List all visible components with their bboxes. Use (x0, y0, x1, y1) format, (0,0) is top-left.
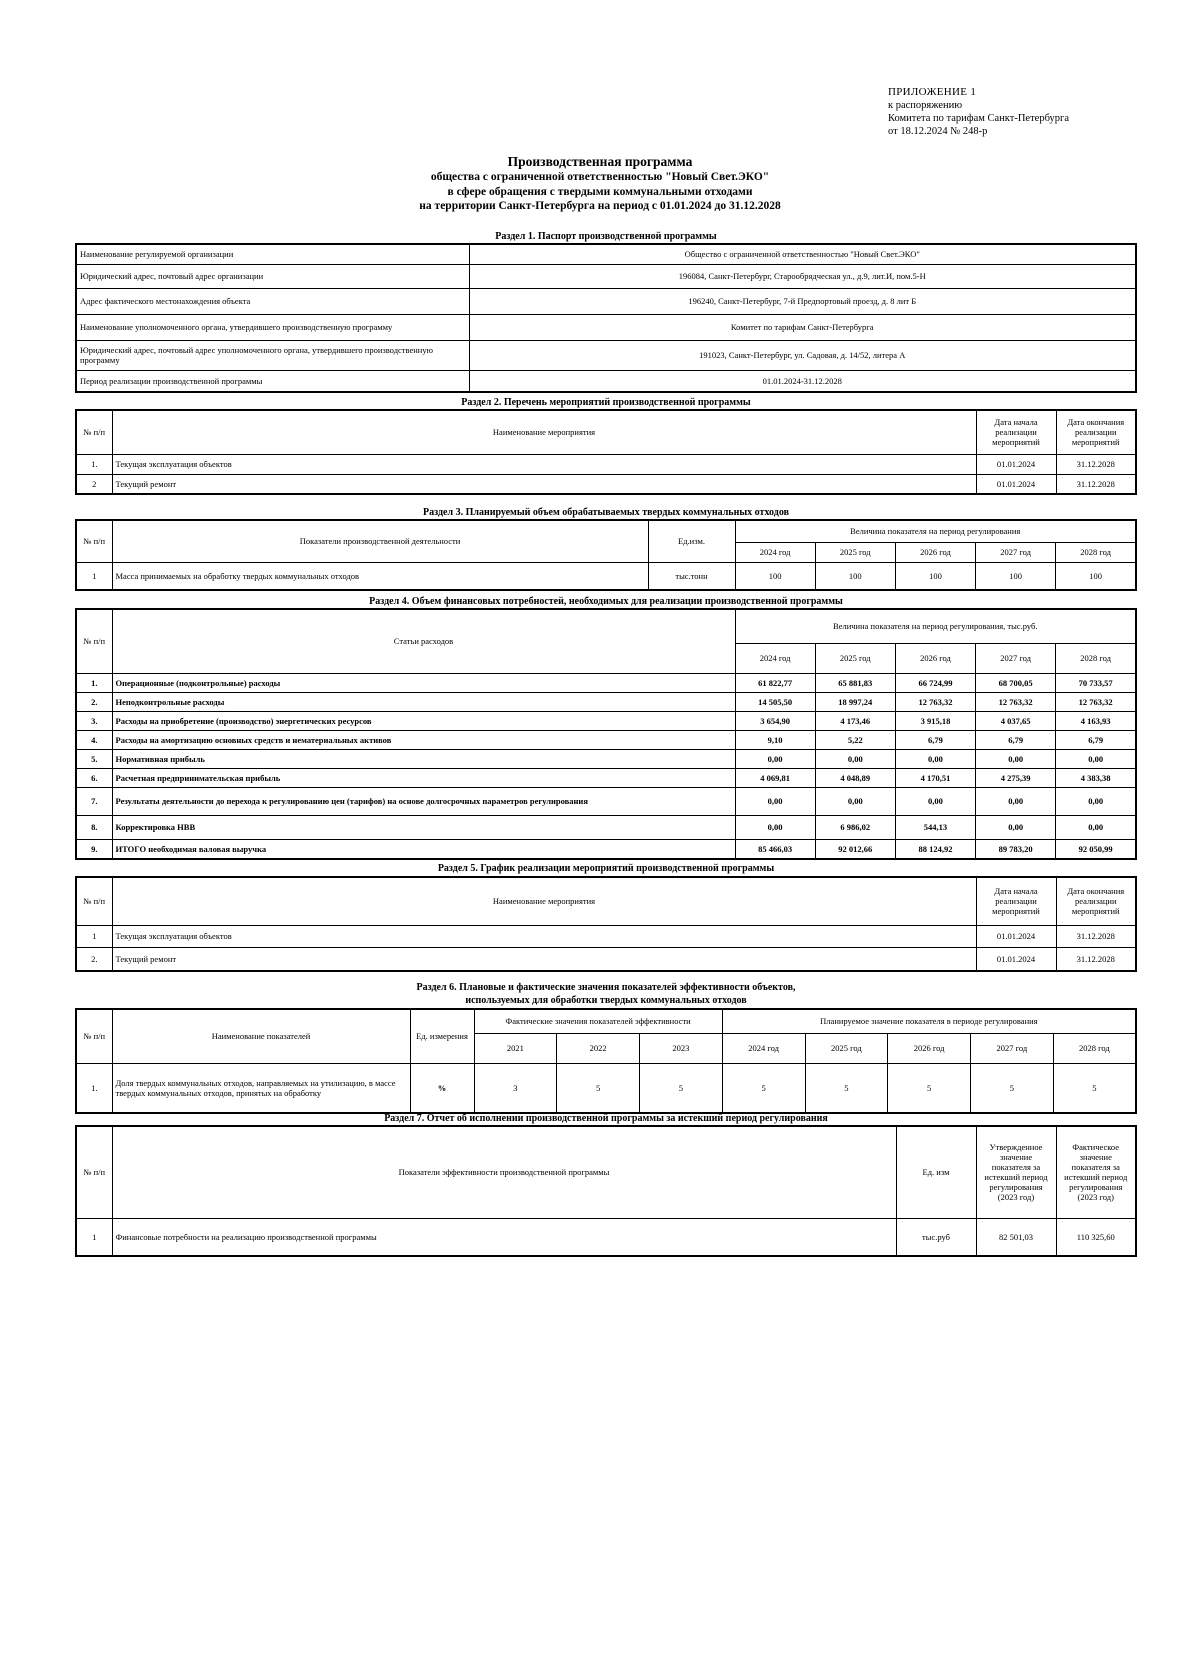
table-row (76, 340, 1136, 370)
value-cell: 92 050,99 (1056, 839, 1136, 859)
table-row (76, 314, 1136, 340)
expense-name: Расходы на амортизацию основных средств и нематериальных активов (112, 730, 735, 749)
end-date: 31.12.2028 (1056, 925, 1136, 947)
value-cell: 12 763,32 (976, 692, 1056, 711)
value-cell: 14 505,50 (735, 692, 815, 711)
value-cell: 61 822,77 (735, 673, 815, 692)
passport-table (75, 243, 1137, 393)
year-header: 2025 год (805, 1033, 888, 1063)
col-header: Фактическое значение показателя за истекший период регулирования (2023 год) (1056, 1126, 1136, 1218)
col-header: Фактические значения показателей эффективности (474, 1009, 722, 1033)
table-row (76, 787, 1136, 815)
expense-name: Корректировка НВВ (112, 815, 735, 839)
value-cell: 70 733,57 (1056, 673, 1136, 692)
section6-heading (75, 981, 1137, 1007)
row-number: 6. (76, 768, 112, 787)
value-cell: 6 986,02 (815, 815, 895, 839)
col-header: Показатели производственной деятельности (112, 520, 648, 562)
start-date: 01.01.2024 (976, 947, 1056, 971)
year-header: 2026 год (895, 643, 975, 673)
passport-label: Юридический адрес, почтовый адрес уполномоченного органа, утвердившего производственную программу (76, 340, 469, 370)
value-cell: 4 048,89 (815, 768, 895, 787)
section6-heading-line: используемых для обработки твердых коммунальных отходов (465, 995, 747, 1006)
title-line: Производственная программа (507, 154, 693, 169)
col-header: Ед.изм. (648, 520, 735, 562)
year-header: 2021 (474, 1033, 557, 1063)
year-header: 2026 год (888, 1033, 971, 1063)
expense-name: Операционные (подконтрольные) расходы (112, 673, 735, 692)
row-number: 1 (76, 562, 112, 590)
year-header: 2028 год (1056, 643, 1136, 673)
expense-name: Результаты деятельности до перехода к регулированию цен (тарифов) на основе долгосрочных параметров регулирования (112, 787, 735, 815)
year-header: 2023 (640, 1033, 723, 1063)
table-row (76, 244, 1136, 264)
year-header: 2027 год (976, 542, 1056, 562)
unit: % (410, 1063, 474, 1113)
efficiency-table (75, 1008, 1137, 1114)
row-number: 1 (76, 925, 112, 947)
approved-value: 82 501,03 (976, 1218, 1056, 1256)
expense-name: Нормативная прибыль (112, 749, 735, 768)
measure-name: Текущий ремонт (112, 474, 976, 494)
year-header: 2024 год (722, 1033, 805, 1063)
row-number: 1. (76, 454, 112, 474)
unit: тыс.руб (896, 1218, 976, 1256)
passport-label: Адрес фактического местонахождения объекта (76, 288, 469, 314)
document-title (0, 154, 1200, 214)
value-cell: 6,79 (895, 730, 975, 749)
value-cell: 4 173,46 (815, 711, 895, 730)
value-cell: 92 012,66 (815, 839, 895, 859)
value-cell: 0,00 (735, 749, 815, 768)
value-cell: 9,10 (735, 730, 815, 749)
finance-body (76, 673, 1136, 859)
table-row (76, 562, 1136, 590)
value-cell: 5 (640, 1063, 723, 1113)
measures-table (75, 409, 1137, 495)
passport-value: 196084, Санкт-Петербург, Старообрядческая ул., д.9, лит.И, пом.5-Н (469, 264, 1136, 288)
value-cell: 100 (735, 562, 815, 590)
table-row (76, 730, 1136, 749)
col-header: № п/п (76, 1126, 112, 1218)
col-header: Величина показателя на период регулирования (735, 520, 1136, 542)
table-row (76, 454, 1136, 474)
table-row (76, 264, 1136, 288)
indicator-name: Финансовые потребности на реализацию производственной программы (112, 1218, 896, 1256)
annex-title: ПРИЛОЖЕНИЕ 1 (888, 86, 977, 98)
table-row (76, 815, 1136, 839)
value-cell: 0,00 (976, 815, 1056, 839)
indicator-name: Масса принимаемых на обработку твердых коммунальных отходов (112, 562, 648, 590)
table-header-row (76, 1009, 1136, 1033)
value-cell: 4 383,38 (1056, 768, 1136, 787)
unit: тыс.тонн (648, 562, 735, 590)
value-cell: 4 037,65 (976, 711, 1056, 730)
table-row (76, 839, 1136, 859)
passport-value: Общество с ограниченной ответственностью "Новый Свет.ЭКО" (469, 244, 1136, 264)
value-cell: 3 915,18 (895, 711, 975, 730)
row-number: 2 (76, 474, 112, 494)
table-row (76, 947, 1136, 971)
row-number: 7. (76, 787, 112, 815)
value-cell: 65 881,83 (815, 673, 895, 692)
table-header-row (76, 410, 1136, 454)
value-cell: 100 (895, 562, 975, 590)
row-number: 1 (76, 1218, 112, 1256)
value-cell: 5 (1053, 1063, 1136, 1113)
col-header: № п/п (76, 520, 112, 562)
value-cell: 0,00 (735, 787, 815, 815)
section5-heading: Раздел 5. График реализации мероприятий производственной программы (437, 863, 775, 874)
col-header: Дата окончания реализации мероприятий (1056, 877, 1136, 925)
measure-name: Текущая эксплуатация объектов (112, 925, 976, 947)
row-number: 1. (76, 673, 112, 692)
measure-name: Текущий ремонт (112, 947, 976, 971)
col-header: Наименование мероприятия (112, 410, 976, 454)
value-cell: 0,00 (976, 749, 1056, 768)
expense-name: Расходы на приобретение (производство) энергетических ресурсов (112, 711, 735, 730)
year-header: 2024 год (735, 643, 815, 673)
row-number: 5. (76, 749, 112, 768)
value-cell: 4 069,81 (735, 768, 815, 787)
title-line: общества с ограниченной ответственностью "Новый Свет.ЭКО" (430, 171, 770, 183)
end-date: 31.12.2028 (1056, 454, 1136, 474)
value-cell: 0,00 (1056, 815, 1136, 839)
year-header: 2025 год (815, 542, 895, 562)
col-header: Дата начала реализации мероприятий (976, 877, 1056, 925)
value-cell: 0,00 (1056, 749, 1136, 768)
col-header: Планируемое значение показателя в периоде регулирования (722, 1009, 1136, 1033)
table-row (76, 692, 1136, 711)
value-cell: 4 170,51 (895, 768, 975, 787)
value-cell: 3 654,90 (735, 711, 815, 730)
value-cell: 66 724,99 (895, 673, 975, 692)
value-cell: 3 (474, 1063, 557, 1113)
section3-heading: Раздел 3. Планируемый объем обрабатываемых твердых коммунальных отходов (423, 507, 789, 518)
passport-value: 196240, Санкт-Петербург, 7-й Предпортовый проезд, д. 8 лит Б (469, 288, 1136, 314)
col-header: № п/п (76, 1009, 112, 1063)
table-header-row (76, 877, 1136, 925)
volume-table (75, 519, 1137, 591)
passport-value: 01.01.2024-31.12.2028 (469, 370, 1136, 392)
title-line: на территории Санкт-Петербурга на период с 01.01.2024 до 31.12.2028 (419, 200, 781, 212)
section7-heading: Раздел 7. Отчет об исполнении производственной программы за истекший период регулирования (384, 1113, 828, 1124)
value-cell: 100 (815, 562, 895, 590)
value-cell: 5 (971, 1063, 1054, 1113)
table-row (76, 711, 1136, 730)
section4-heading: Раздел 4. Объем финансовых потребностей, необходимых для реализации производственной программы (369, 596, 843, 607)
year-header: 2028 год (1056, 542, 1136, 562)
year-header: 2022 (557, 1033, 640, 1063)
row-number: 1. (76, 1063, 112, 1113)
value-cell: 85 466,03 (735, 839, 815, 859)
row-number: 2. (76, 947, 112, 971)
schedule-table (75, 876, 1137, 972)
col-header: Статьи расходов (112, 609, 735, 673)
row-number: 3. (76, 711, 112, 730)
end-date: 31.12.2028 (1056, 947, 1136, 971)
year-header: 2024 год (735, 542, 815, 562)
value-cell: 12 763,32 (1056, 692, 1136, 711)
value-cell: 100 (1056, 562, 1136, 590)
expense-name: Расчетная предпринимательская прибыль (112, 768, 735, 787)
value-cell: 0,00 (895, 749, 975, 768)
start-date: 01.01.2024 (976, 474, 1056, 494)
expense-name: ИТОГО необходимая валовая выручка (112, 839, 735, 859)
table-row (76, 288, 1136, 314)
value-cell: 0,00 (815, 749, 895, 768)
value-cell: 4 163,93 (1056, 711, 1136, 730)
col-header: Наименование мероприятия (112, 877, 976, 925)
value-cell: 5 (888, 1063, 971, 1113)
table-header-row (76, 1126, 1136, 1218)
value-cell: 0,00 (815, 787, 895, 815)
value-cell: 0,00 (1056, 787, 1136, 815)
year-header: 2027 год (971, 1033, 1054, 1063)
value-cell: 0,00 (895, 787, 975, 815)
annex-line: от 18.12.2024 № 248-р (888, 126, 988, 137)
value-cell: 5 (722, 1063, 805, 1113)
value-cell: 6,79 (1056, 730, 1136, 749)
col-header: № п/п (76, 410, 112, 454)
table-row (76, 768, 1136, 787)
year-header: 2027 год (976, 643, 1056, 673)
col-header: Дата окончания реализации мероприятий (1056, 410, 1136, 454)
value-cell: 5 (805, 1063, 888, 1113)
table-header-row (76, 609, 1136, 643)
expense-name: Неподконтрольные расходы (112, 692, 735, 711)
value-cell: 18 997,24 (815, 692, 895, 711)
year-header: 2026 год (895, 542, 975, 562)
section2-heading: Раздел 2. Перечень мероприятий производственной программы (461, 397, 751, 408)
annex-line: Комитета по тарифам Санкт-Петербурга (888, 113, 1070, 124)
value-cell: 88 124,92 (895, 839, 975, 859)
col-header: Ед. измерения (410, 1009, 474, 1063)
report-table (75, 1125, 1137, 1257)
start-date: 01.01.2024 (976, 454, 1056, 474)
row-number: 8. (76, 815, 112, 839)
annex-block (888, 86, 1188, 138)
row-number: 4. (76, 730, 112, 749)
title-line: в сфере обращения с твердыми коммунальными отходами (447, 185, 753, 198)
table-row (76, 673, 1136, 692)
value-cell: 5 (557, 1063, 640, 1113)
col-header: № п/п (76, 609, 112, 673)
end-date: 31.12.2028 (1056, 474, 1136, 494)
row-number: 2. (76, 692, 112, 711)
actual-value: 110 325,60 (1056, 1218, 1136, 1256)
value-cell: 0,00 (735, 815, 815, 839)
indicator-name: Доля твердых коммунальных отходов, направляемых на утилизацию, в массе твердых коммунальных отходов, принятых на обработку (112, 1063, 410, 1113)
measure-name: Текущая эксплуатация объектов (112, 454, 976, 474)
table-row (76, 474, 1136, 494)
value-cell: 5,22 (815, 730, 895, 749)
finance-table (75, 608, 1137, 860)
col-header: Ед. изм (896, 1126, 976, 1218)
passport-label: Наименование регулируемой организации (76, 244, 469, 264)
table-row (76, 370, 1136, 392)
value-cell: 68 700,05 (976, 673, 1056, 692)
passport-label: Юридический адрес, почтовый адрес организации (76, 264, 469, 288)
year-header: 2028 год (1053, 1033, 1136, 1063)
value-cell: 4 275,39 (976, 768, 1056, 787)
value-cell: 12 763,32 (895, 692, 975, 711)
col-header: Утвержденное значение показателя за истекший период регулирования (2023 год) (976, 1126, 1056, 1218)
col-header: Дата начала реализации мероприятий (976, 410, 1056, 454)
value-cell: 0,00 (976, 787, 1056, 815)
section6-heading-line: Раздел 6. Плановые и фактические значения показателей эффективности объектов, (416, 982, 796, 993)
value-cell: 100 (976, 562, 1056, 590)
value-cell: 544,13 (895, 815, 975, 839)
passport-label: Период реализации производственной программы (76, 370, 469, 392)
table-row (76, 925, 1136, 947)
col-header: Наименование показателей (112, 1009, 410, 1063)
value-cell: 89 783,20 (976, 839, 1056, 859)
start-date: 01.01.2024 (976, 925, 1056, 947)
table-row (76, 749, 1136, 768)
col-header: Величина показателя на период регулирования, тыс.руб. (735, 609, 1136, 643)
passport-value: Комитет по тарифам Санкт-Петербурга (469, 314, 1136, 340)
year-header: 2025 год (815, 643, 895, 673)
annex-line: к распоряжению (888, 100, 963, 111)
table-header-row (76, 520, 1136, 542)
passport-value: 191023, Санкт-Петербург, ул. Садовая, д. 14/52, литера А (469, 340, 1136, 370)
table-row (76, 1063, 1136, 1113)
passport-label: Наименование уполномоченного органа, утвердившего производственную программу (76, 314, 469, 340)
col-header: Показатели эффективности производственной программы (112, 1126, 896, 1218)
table-row (76, 1218, 1136, 1256)
section1-heading: Раздел 1. Паспорт производственной программы (495, 231, 717, 242)
row-number: 9. (76, 839, 112, 859)
value-cell: 6,79 (976, 730, 1056, 749)
col-header: № п/п (76, 877, 112, 925)
